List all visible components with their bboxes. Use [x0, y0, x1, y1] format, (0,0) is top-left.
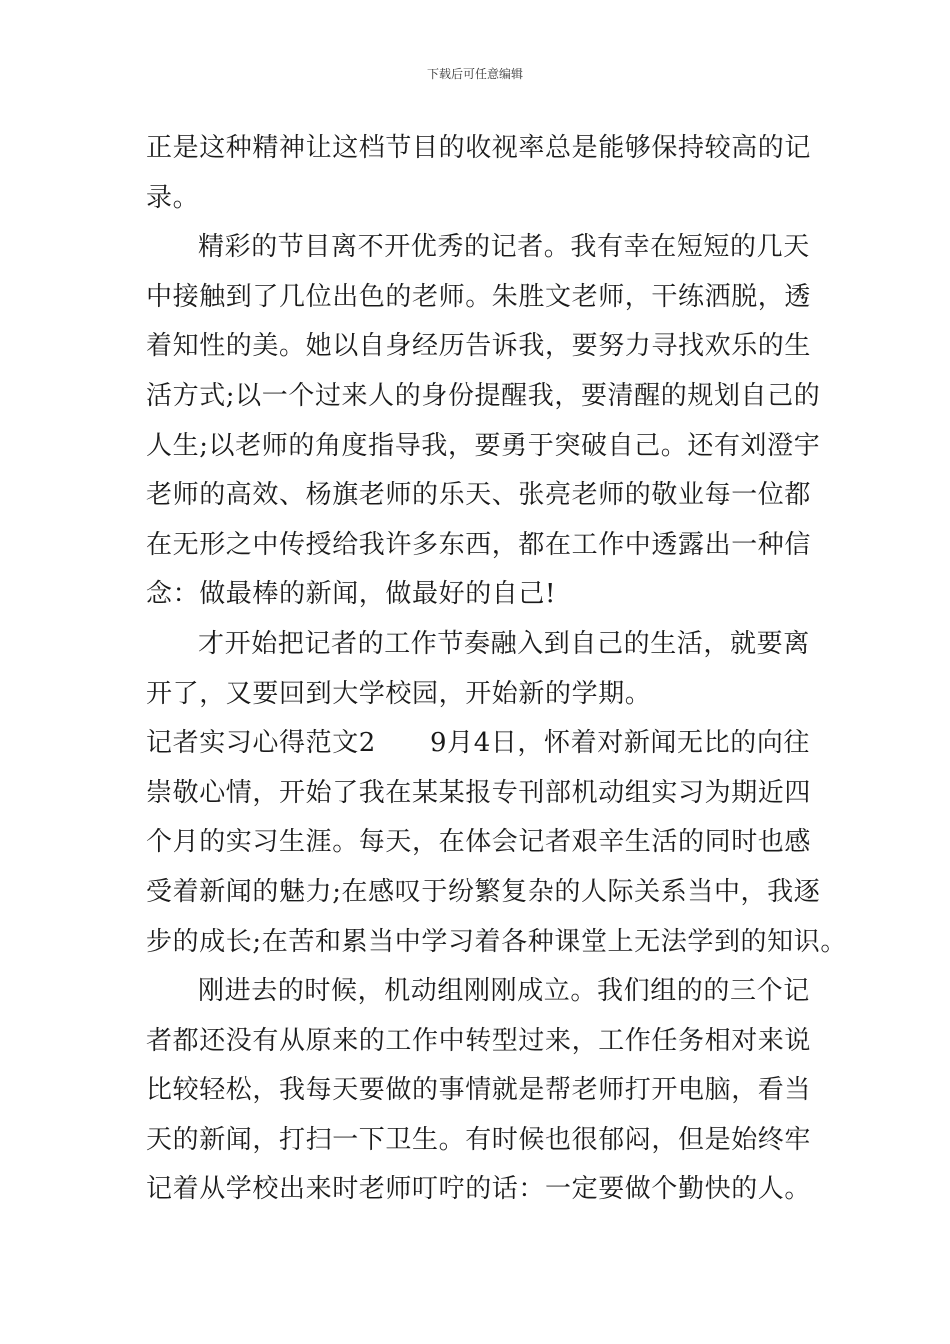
- text-line: 老师的高效、杨旗老师的乐天、张亮老师的敬业每一位都: [146, 480, 812, 511]
- text-line: 活方式;以一个过来人的身份提醒我，要清醒的规划自己的: [146, 380, 821, 411]
- text-line: 步的成长;在苦和累当中学习着各种课堂上无法学到的知识。: [146, 926, 847, 957]
- text-line: 人生;以老师的角度指导我，要勇于突破自己。还有刘澄宇: [146, 430, 821, 461]
- page-header: 下载后可任意编辑: [426, 67, 523, 81]
- text-line: 个月的实习生涯。每天，在体会记者艰辛生活的同时也感: [146, 827, 812, 858]
- text-line: 天的新闻，打扫一下卫生。有时候也很郁闷，但是始终牢: [146, 1124, 812, 1155]
- text-line: 比较轻松，我每天要做的事情就是帮老师打开电脑，看当: [146, 1075, 812, 1106]
- text-line: 才开始把记者的工作节奏融入到自己的生活，就要离: [198, 628, 810, 659]
- text-line: 念：做最棒的新闻，做最好的自己!: [146, 579, 557, 610]
- document-body: [146, 126, 847, 1217]
- text-line: 录。: [146, 182, 200, 213]
- text-line: 者都还没有从原来的工作中转型过来，工作任务相对来说: [146, 1025, 812, 1056]
- text-line: 开了，又要回到大学校园，开始新的学期。: [146, 678, 652, 709]
- text-line: 中接触到了几位出色的老师。朱胜文老师，干练洒脱，透: [146, 281, 812, 312]
- text-line: 着知性的美。她以自身经历告诉我，要努力寻找欢乐的生: [146, 331, 812, 362]
- text-line: 正是这种精神让这档节目的收视率总是能够保持较高的记: [146, 133, 812, 163]
- section-title: 记者实习心得范文2: [146, 728, 376, 759]
- text-line: 受着新闻的魅力;在感叹于纷繁复杂的人际关系当中，我逐: [146, 876, 821, 907]
- section-title-line: [146, 721, 816, 771]
- text-line: 精彩的节目离不开优秀的记者。我有幸在短短的几天: [198, 232, 810, 263]
- section-first-line-text: 9月4日，怀着对新闻无比的向往: [429, 728, 811, 759]
- text-line: 崇敬心情，开始了我在某某报专刊部机动组实习为期近四: [146, 777, 812, 808]
- text-line: 记着从学校出来时老师叮咛的话：一定要做个勤快的人。: [146, 1174, 812, 1205]
- text-line: 刚进去的时候，机动组刚刚成立。我们组的的三个记: [198, 976, 810, 1007]
- text-line: 在无形之中传授给我许多东西，都在工作中透露出一种信: [146, 529, 812, 560]
